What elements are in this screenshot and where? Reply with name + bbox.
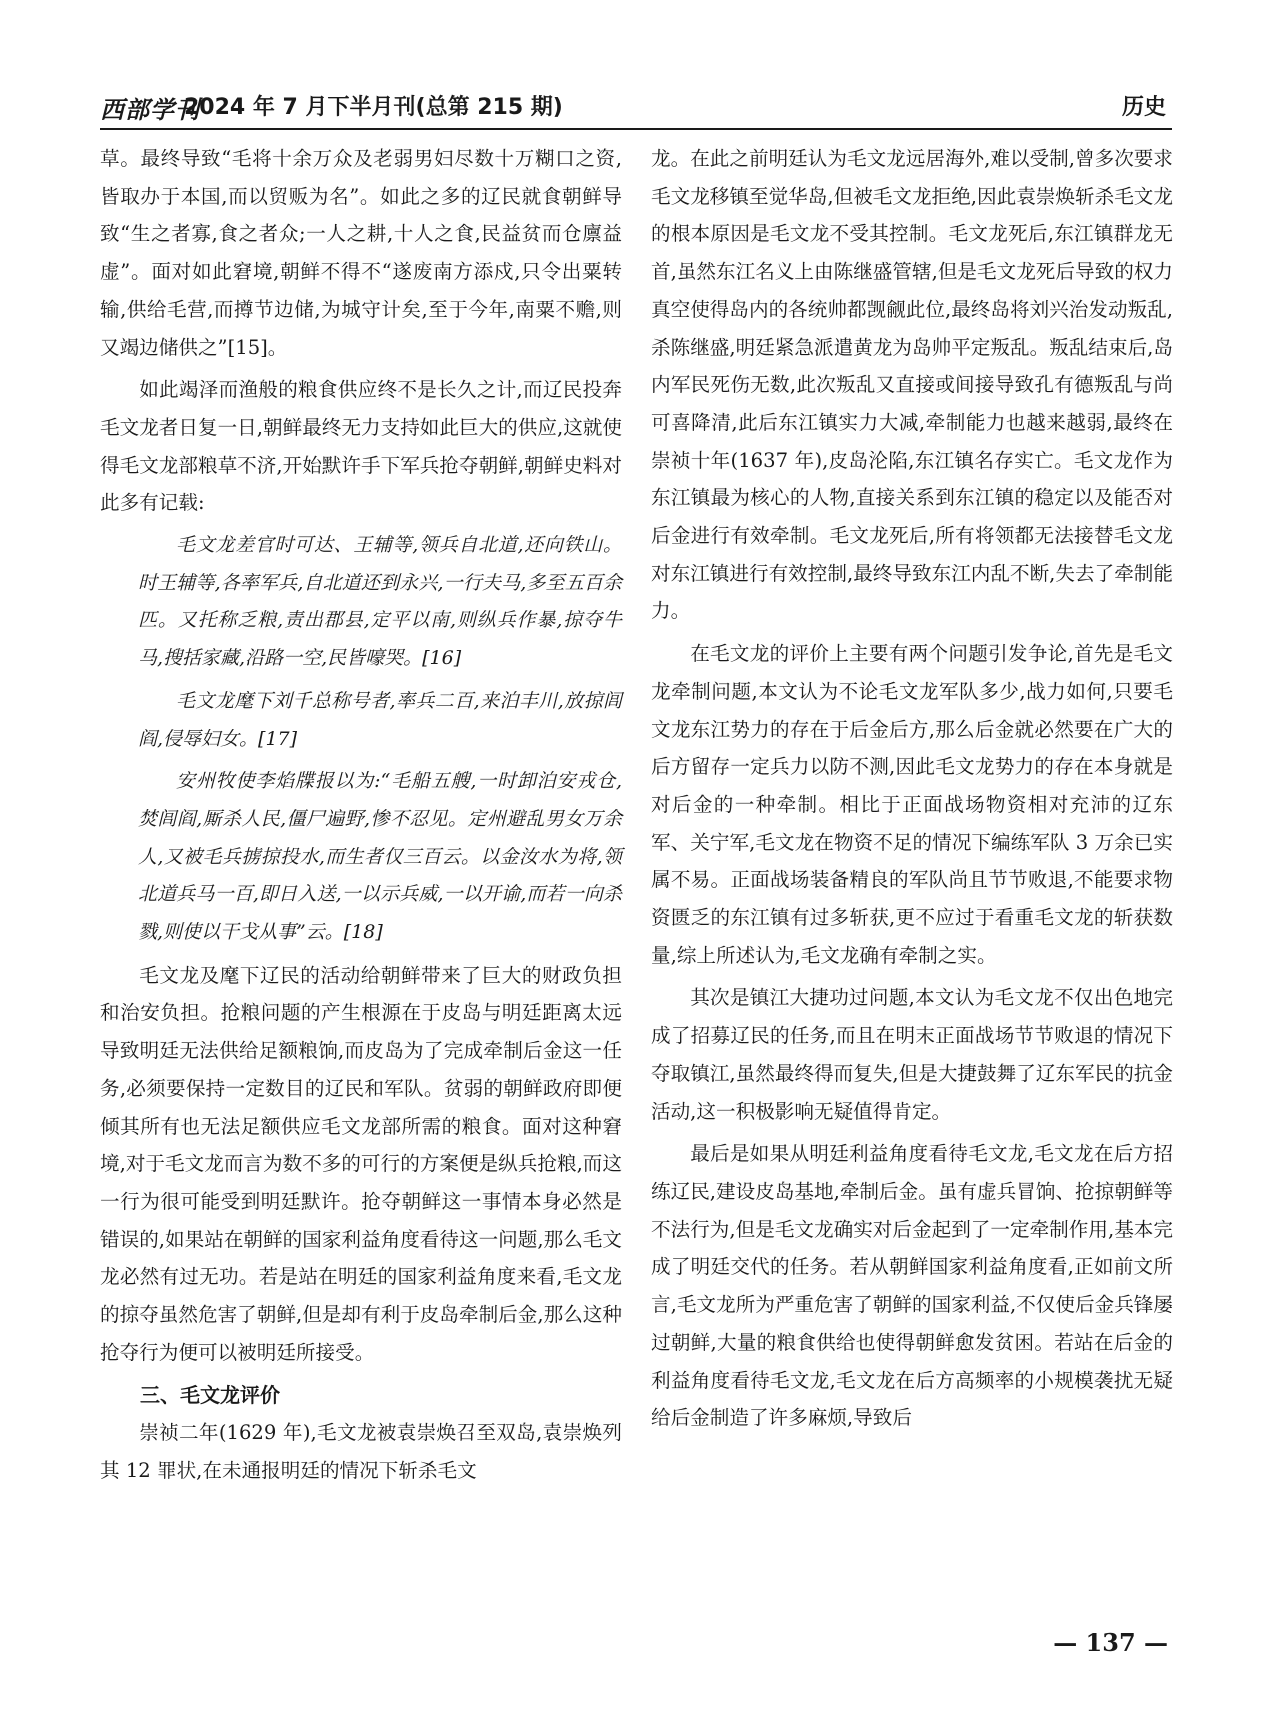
issue-info: 2024 年 7 月下半月刊(总第 215 期) bbox=[184, 95, 563, 120]
paragraph: 在毛文龙的评价上主要有两个问题引发争论,首先是毛文龙牵制问题,本文认为不论毛文龙军队多少,战力如何,只要毛文龙东江势力的存在于后金后方,那么后金就必然要在广大的后方留存一定兵力以防不测,因此毛文龙势力的存在本身就是对后金的一种牵制。相比于正面战场物资相对充沛的辽东军、关宁军,毛文龙在物资不足的情况下编练军队 3 万余已实属不易。正面战场装备精良的军队尚且节节败退,不能要求物资匮乏的东江镇有过多斩获,更不应过于看重毛文龙的斩获数量,综上所述认为,毛文龙确有牵制之实。 bbox=[651, 642, 1173, 967]
section-name: 历史 bbox=[1121, 95, 1166, 120]
page-number: — 137 — bbox=[1053, 1628, 1168, 1657]
journal-logo: 西部学刊 bbox=[100, 95, 200, 124]
paragraph: 草。最终导致“毛将十余万众及老弱男妇尽数十万糊口之资,皆取办于本国,而以贸贩为名”。如此之多的辽民就食朝鲜导致“生之者寡,食之者众;一人之耕,十人之食,民益贫而仓廪益虚”。面对如此窘境,朝鲜不得不“遂废南方添戍,只令出粟转输,供给毛营,而撙节边储,为城守计矣,至于今年,南粟不赡,则又竭边储供之”[15]。 bbox=[100, 147, 622, 359]
paragraph: 龙。在此之前明廷认为毛文龙远居海外,难以受制,曾多次要求毛文龙移镇至觉华岛,但被毛文龙拒绝,因此袁崇焕斩杀毛文龙的根本原因是毛文龙不受其控制。毛文龙死后,东江镇群龙无首,虽然东江名义上由陈继盛管辖,但是毛文龙死后导致的权力真空使得岛内的各统帅都觊觎此位,最终岛将刘兴治发动叛乱,杀陈继盛,明廷紧急派遣黄龙为岛帅平定叛乱。叛乱结束后,岛内军民死伤无数,此次叛乱又直接或间接导致孔有德叛乱与尚可喜降清,此后东江镇实力大减,牵制能力也越来越弱,最终在崇祯十年(1637 年),皮岛沦陷,东江镇名存实亡。毛文龙作为东江镇最为核心的人物,直接关系到东江镇的稳定以及能否对后金进行有效牵制。毛文龙死后,所有将领都无法接替毛文龙对东江镇进行有效控制,最终导致东江内乱不断,失去了牵制能力。 bbox=[651, 147, 1173, 623]
block-quote: 毛文龙麾下刘千总称号者,率兵二百,来泊丰川,放掠闾阎,侵辱妇女。[17] bbox=[138, 689, 622, 750]
section-heading: 三、毛文龙评价 bbox=[140, 1382, 280, 1407]
block-quote: 毛文龙差官时可达、王辅等,领兵自北道,还向铁山。时王辅等,各率军兵,自北道还到永兴,一行夫马,多至五百余匹。又托称乏粮,责出郡县,定平以南,则纵兵作暴,掠夺牛马,搜括家藏,沿路一空,民皆嚎哭。[16] bbox=[138, 534, 622, 670]
paragraph: 崇祯二年(1629 年),毛文龙被袁崇焕召至双岛,袁崇焕列其 12 罪状,在未通报明廷的情况下斩杀毛文 bbox=[100, 1421, 622, 1482]
header-rule bbox=[100, 128, 1172, 130]
left-column bbox=[100, 140, 622, 1495]
paragraph: 最后是如果从明廷利益角度看待毛文龙,毛文龙在后方招练辽民,建设皮岛基地,牵制后金。虽有虚兵冒饷、抢掠朝鲜等不法行为,但是毛文龙确实对后金起到了一定牵制作用,基本完成了明廷交代的任务。若从朝鲜国家利益角度看,正如前文所言,毛文龙所为严重危害了朝鲜的国家利益,不仅使后金兵锋屡过朝鲜,大量的粮食供给也使得朝鲜愈发贫困。若站在后金的利益角度看待毛文龙,毛文龙在后方高频率的小规模袭扰无疑给后金制造了许多麻烦,导致后 bbox=[651, 1142, 1173, 1430]
block-quote: 安州牧使李焰牒报以为:“毛船五艘,一时卸泊安戎仓,焚闾阎,厮杀人民,僵尸遍野,惨不忍见。定州避乱男女万余人,又被毛兵掳掠投水,而生者仅三百云。以金汝水为将,领北道兵马一百,即日入送,一以示兵威,一以开谕,而若一向杀戮,则使以干戈从事”云。[18] bbox=[138, 770, 622, 944]
paragraph: 其次是镇江大捷功过问题,本文认为毛文龙不仅出色地完成了招募辽民的任务,而且在明末正面战场节节败退的情况下夺取镇江,虽然最终得而复失,但是大捷鼓舞了辽东军民的抗金活动,这一积极影响无疑值得肯定。 bbox=[651, 986, 1173, 1123]
right-column bbox=[651, 140, 1173, 1442]
paragraph: 如此竭泽而渔般的粮食供应终不是长久之计,而辽民投奔毛文龙者日复一日,朝鲜最终无力支持如此巨大的供应,这就使得毛文龙部粮草不济,开始默许手下军兵抢夺朝鲜,朝鲜史料对此多有记载: bbox=[100, 378, 622, 515]
page-header bbox=[100, 86, 1172, 130]
paragraph: 毛文龙及麾下辽民的活动给朝鲜带来了巨大的财政负担和治安负担。抢粮问题的产生根源在于皮岛与明廷距离太远导致明廷无法供给足额粮饷,而皮岛为了完成牵制后金这一任务,必须要保持一定数目的辽民和军队。贫弱的朝鲜政府即便倾其所有也无法足额供应毛文龙部所需的粮食。面对这种窘境,对于毛文龙而言为数不多的可行的方案便是纵兵抢粮,而这一行为很可能受到明廷默许。抢夺朝鲜这一事情本身必然是错误的,如果站在朝鲜的国家利益角度看待这一问题,那么毛文龙必然有过无功。若是站在明廷的国家利益角度来看,毛文龙的掠夺虽然危害了朝鲜,但是却有利于皮岛牵制后金,那么这种抢夺行为便可以被明廷所接受。 bbox=[100, 963, 622, 1364]
